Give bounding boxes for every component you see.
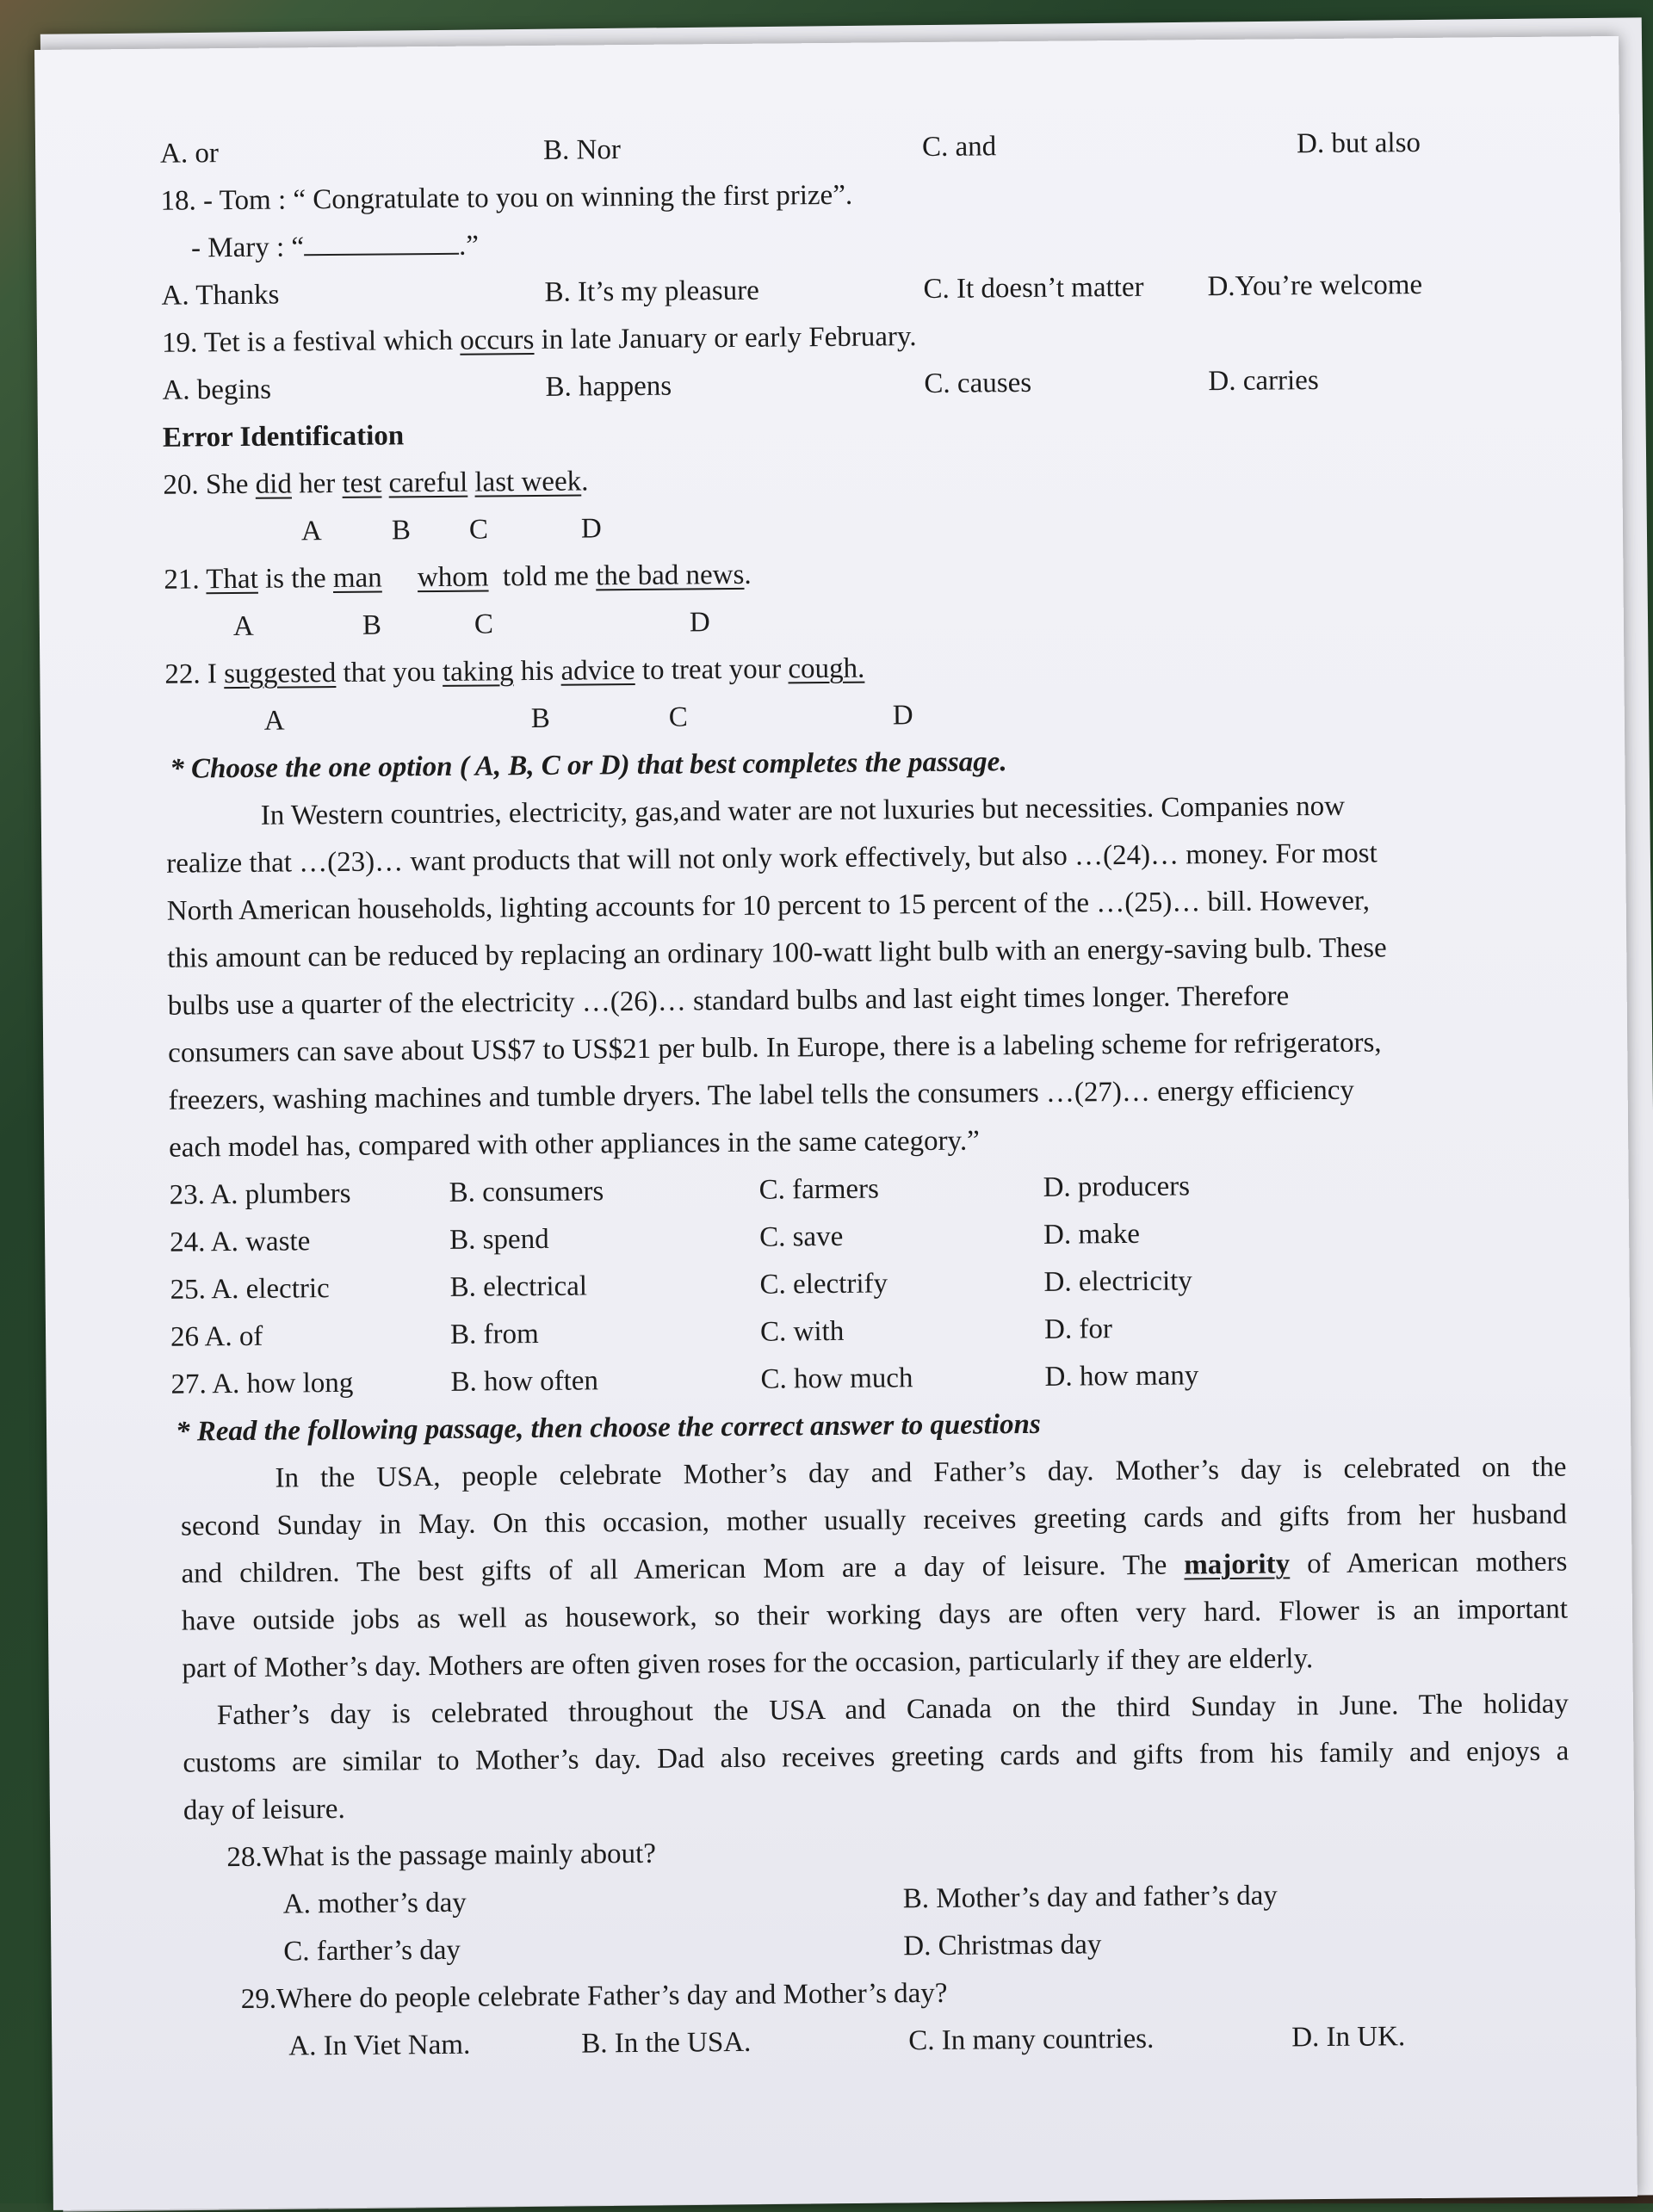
- cloze-line: this amount can be reduced by replacing an ordinary 100-watt light bulb with an energy-saving bulb. These: [167, 923, 1583, 982]
- q19-stem-text: [162, 313, 917, 368]
- q21-part: .: [744, 559, 752, 590]
- q20-part: .: [581, 466, 589, 497]
- exam-content: [130, 118, 1594, 2072]
- q17-option-b: B. Nor: [543, 127, 621, 175]
- reading-line-text: In the USA, people celebrate Mother’s day and Father’s day. Mother’s day is celebrated on the: [275, 1452, 1566, 1494]
- q21-letter-b: B: [362, 602, 381, 650]
- q19-stem-post: in late January or early February.: [534, 321, 916, 355]
- reading-line-text: of American mothers: [1290, 1547, 1568, 1580]
- q24-option-a: 24. A. waste: [170, 1218, 311, 1266]
- q24-option-c: C. save: [759, 1214, 844, 1262]
- q18-reply-suffix: .”: [459, 231, 479, 262]
- q22-letter-d: D: [893, 692, 913, 739]
- q22-letter-b: B: [531, 695, 550, 743]
- q22-underline-d: cough.: [788, 653, 864, 685]
- q21-text: [164, 552, 752, 604]
- reading-line: day of leisure.: [183, 1776, 1569, 1835]
- q28-option-a: A. mother’s day: [283, 1880, 467, 1929]
- q22-part: that you: [336, 657, 443, 689]
- cloze-instruction-text: * Choose the one option ( A, B, C or D) that best completes the passage.: [170, 738, 1007, 793]
- q25-option-b: B. electrical: [449, 1263, 587, 1311]
- q21-part: 21.: [164, 564, 206, 595]
- q25-option-d: D. electricity: [1043, 1257, 1192, 1307]
- q22-part: 22. I: [164, 658, 224, 690]
- q26-option-a: 26 A. of: [170, 1313, 263, 1362]
- q23-option-d: D. producers: [1043, 1163, 1190, 1211]
- q18-reply-line: [191, 223, 479, 273]
- q23-option-a: 23. A. plumbers: [169, 1171, 350, 1220]
- q24-option-d: D. make: [1043, 1211, 1140, 1259]
- q27-option-c: C. how much: [760, 1355, 913, 1404]
- cloze-line: consumers can save about US$7 to US$21 per bulb. In Europe, there is a labeling scheme for refrigerators,: [168, 1017, 1584, 1077]
- q27-option-b: B. how often: [450, 1357, 598, 1406]
- reading-line: have outside jobs as well as housework, so their working days are often very hard. Flower is an important: [182, 1586, 1568, 1646]
- q28-stem-text: 28.What is the passage mainly about?: [226, 1831, 656, 1881]
- q22-underline-a: suggested: [224, 658, 336, 689]
- q26-option-d: D. for: [1044, 1306, 1112, 1354]
- q19-stem-pre: 19. Tet is a festival which: [162, 325, 461, 359]
- cloze-line: realize that …(23)… want products that will not only work effectively, but also …(24)… money. For most: [166, 828, 1582, 887]
- q21-underline-c: whom: [418, 561, 489, 593]
- q27-option-d: D. how many: [1044, 1352, 1198, 1401]
- q20-letter-a: A: [301, 508, 322, 555]
- q18-reply-prefix: - Mary : “: [191, 232, 304, 263]
- q18-answer-blank: [304, 227, 459, 256]
- cloze-line: bulbs use a quarter of the electricity …(26)… standard bulbs and last eight times longer. Therefore: [167, 970, 1583, 1029]
- q28-option-b: B. Mother’s day and father’s day: [903, 1873, 1278, 1924]
- q29-option-a: A. In Viet Nam.: [288, 2022, 470, 2071]
- reading-line: customs are similar to Mother’s day. Dad also receives greeting cards and gifts from his family and enjoys a: [183, 1728, 1569, 1788]
- q18-option-d: D.You’re welcome: [1207, 262, 1422, 311]
- q23-option-b: B. consumers: [449, 1168, 604, 1217]
- q26-option-b: B. from: [450, 1311, 539, 1359]
- q17-option-a: A. or: [160, 130, 219, 178]
- q26-option-c: C. with: [760, 1308, 845, 1356]
- q20-part: her: [292, 468, 343, 500]
- q24-option-b: B. spend: [449, 1216, 549, 1264]
- q21-underline-d: the bad news: [596, 559, 745, 592]
- reading-line-text: and children. The best gifts of all American Mom are a day of leisure. The: [181, 1549, 1184, 1589]
- q20-underline-b: test: [342, 468, 381, 499]
- exam-sheet: [34, 36, 1638, 2210]
- cloze-line: each model has, compared with other appliances in the same category.”: [169, 1112, 1585, 1171]
- q19-option-b: B. happens: [545, 363, 672, 411]
- cloze-passage: [136, 781, 1586, 1172]
- cloze-line: North American households, lighting accounts for 10 percent to 15 percent of the …(25)… bill. However,: [167, 875, 1583, 935]
- q21-part: is the: [258, 563, 333, 595]
- q20-part: 20. She: [163, 469, 256, 501]
- q21-letter-d: D: [690, 599, 710, 646]
- q22-part: to treat your: [635, 653, 788, 686]
- q18-option-a: A. Thanks: [161, 272, 279, 320]
- q21-part: [382, 562, 418, 593]
- q21-underline-a: That: [206, 564, 258, 596]
- q22-underline-b: taking: [443, 656, 514, 688]
- q17-option-c: C. and: [922, 123, 997, 171]
- q18-option-c: C. It doesn’t matter: [923, 264, 1143, 313]
- q18-option-b: B. It’s my pleasure: [544, 268, 759, 317]
- q28-option-c: C. farther’s day: [283, 1927, 461, 1976]
- reading-line: part of Mother’s day. Mothers are often given roses for the occasion, particularly if they are elderly.: [182, 1634, 1568, 1693]
- q22-underline-c: advice: [560, 655, 635, 687]
- q20-letter-b: B: [392, 507, 411, 554]
- highlighted-word-majority: majority: [1184, 1548, 1290, 1580]
- q19-option-a: A. begins: [162, 367, 271, 415]
- cloze-line: freezers, washing machines and tumble dryers. The label tells the consumers …(27)… energy efficiency: [168, 1065, 1584, 1124]
- q20-part: [467, 467, 475, 498]
- paragraph-indent: [181, 1487, 276, 1488]
- q29-option-c: C. In many countries.: [908, 2016, 1155, 2065]
- q22-letter-c: C: [669, 694, 688, 741]
- q20-letter-c: C: [469, 506, 488, 553]
- q25-option-c: C. electrify: [759, 1260, 888, 1308]
- reading-line: second Sunday in May. On this occasion, mother usually receives greeting cards and gifts from her husband: [181, 1492, 1567, 1551]
- q19-underlined-word: occurs: [460, 324, 534, 356]
- q21-letter-a: A: [233, 603, 254, 651]
- q22-letter-a: A: [264, 698, 285, 745]
- q29-option-b: B. In the USA.: [581, 2019, 752, 2068]
- reading-instruction-text: * Read the following passage, then choose the correct answer to questions: [176, 1401, 1041, 1456]
- q19-option-d: D. carries: [1208, 357, 1319, 405]
- q29-stem-text: 29.Where do people celebrate Father’s day and Mother’s day?: [241, 1970, 948, 2024]
- q21-letter-c: C: [474, 601, 493, 648]
- q28-option-d: D. Christmas day: [903, 1921, 1102, 1970]
- reading-passage: [141, 1444, 1569, 1835]
- q27-option-a: 27. A. how long: [170, 1360, 353, 1409]
- q22-text: [164, 646, 864, 699]
- q20-letter-d: D: [581, 505, 602, 553]
- cloze-line-text: In Western countries, electricity, gas,and water are not luxuries but necessities. Companies now: [261, 791, 1346, 831]
- q20-text: [163, 458, 588, 509]
- error-heading-text: Error Identification: [163, 412, 405, 461]
- q21-part: told me: [488, 560, 596, 592]
- q25-option-a: 25. A. electric: [170, 1265, 330, 1314]
- q18-stem-text: 18. - Tom : “ Congratulate to you on winning the first prize”.: [160, 172, 852, 226]
- q23-option-c: C. farmers: [758, 1166, 879, 1214]
- q20-underline-a: did: [256, 468, 292, 499]
- q19-option-c: C. causes: [924, 360, 1031, 408]
- q21-underline-b: man: [333, 563, 382, 594]
- q20-underline-c: careful: [388, 467, 467, 499]
- q22-part: his: [513, 656, 560, 687]
- q29-option-d: D. In UK.: [1291, 2013, 1405, 2061]
- reading-line-text: Father’s day is celebrated throughout the USA and Canada on the third Sunday in June. The holiday: [217, 1689, 1569, 1732]
- q17-option-d: D. but also: [1297, 120, 1421, 168]
- q20-underline-d: last week: [474, 466, 581, 498]
